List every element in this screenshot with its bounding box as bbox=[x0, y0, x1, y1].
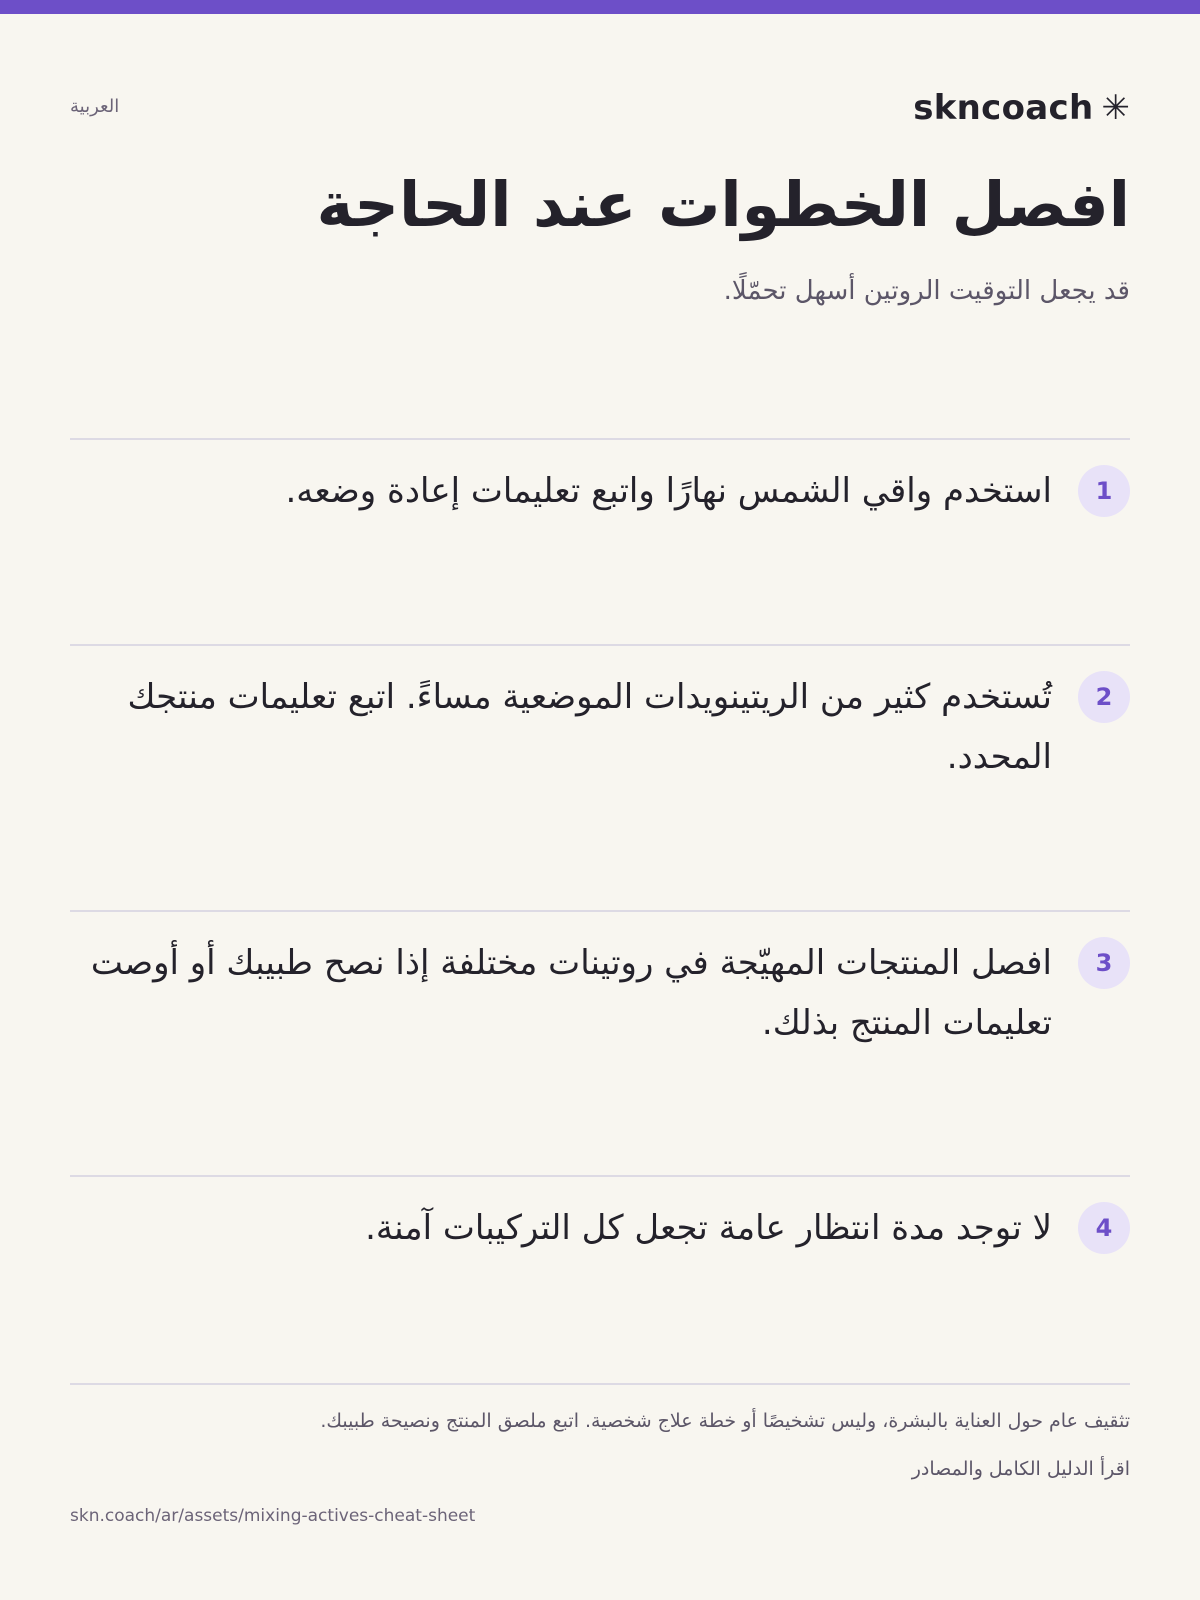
step-number-badge: 1 bbox=[1078, 465, 1130, 517]
full-guide-link[interactable]: اقرأ الدليل الكامل والمصادر bbox=[911, 1458, 1130, 1480]
step-number-badge: 2 bbox=[1078, 671, 1130, 723]
divider bbox=[70, 910, 1130, 912]
page-title: افصل الخطوات عند الحاجة bbox=[316, 168, 1130, 241]
brand-logo[interactable] bbox=[913, 88, 1130, 128]
brand-name: skncoach bbox=[913, 88, 1094, 128]
step-number-badge: 3 bbox=[1078, 937, 1130, 989]
divider bbox=[70, 644, 1130, 646]
divider bbox=[70, 438, 1130, 440]
disclaimer-text: تثقيف عام حول العناية بالبشرة، وليس تشخيصًا أو خطة علاج شخصية. اتبع ملصق المنتج ونصيحة طبيبك. bbox=[320, 1410, 1130, 1432]
page-subtitle: قد يجعل التوقيت الروتين أسهل تحمّلًا. bbox=[723, 276, 1130, 306]
source-url: skn.coach/ar/assets/mixing-actives-cheat-sheet bbox=[70, 1506, 476, 1526]
step-text: تُستخدم كثير من الريتينويدات الموضعية مساءً. اتبع تعليمات منتجك المحدد. bbox=[127, 677, 1052, 777]
step-text: استخدم واقي الشمس نهارًا واتبع تعليمات إعادة وضعه. bbox=[285, 471, 1052, 511]
step-text: لا توجد مدة انتظار عامة تجعل كل التركيبات آمنة. bbox=[365, 1208, 1052, 1248]
divider bbox=[70, 1383, 1130, 1385]
top-accent-bar bbox=[0, 0, 1200, 14]
divider bbox=[70, 1175, 1130, 1177]
header bbox=[70, 88, 1130, 132]
step-text: افصل المنتجات المهيّجة في روتينات مختلفة إذا نصح طبيبك أو أوصت تعليمات المنتج بذلك. bbox=[90, 943, 1052, 1043]
step-number-badge: 4 bbox=[1078, 1202, 1130, 1254]
language-selector[interactable]: العربية bbox=[70, 96, 120, 117]
asterisk-icon: ✳ bbox=[1101, 88, 1130, 128]
